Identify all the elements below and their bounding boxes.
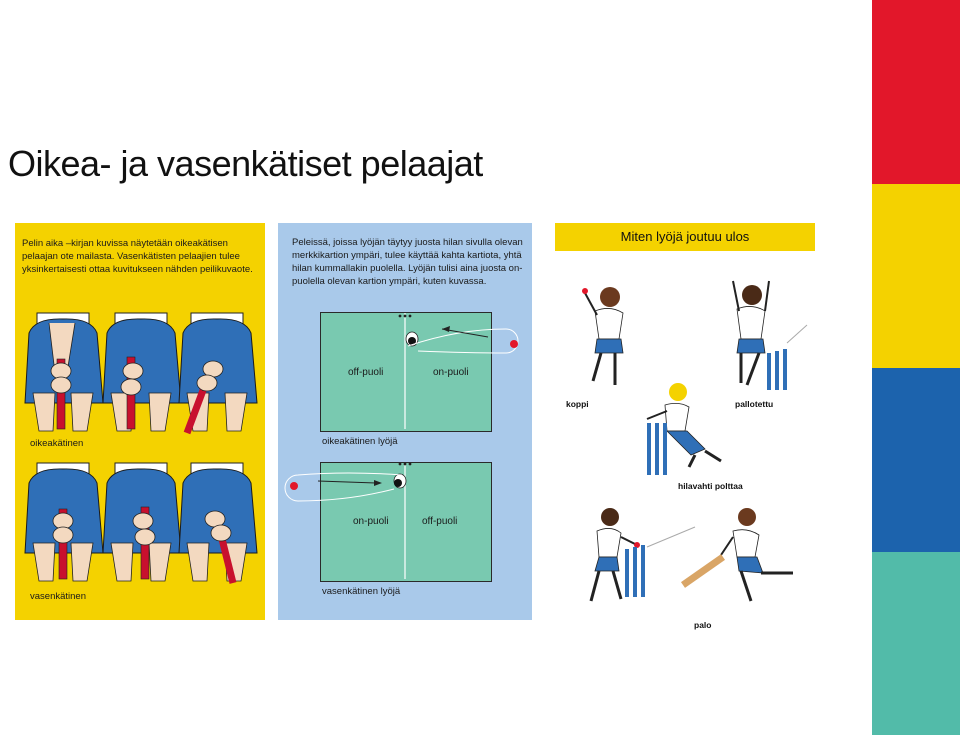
right-handed-caption: oikeakätinen <box>30 438 84 449</box>
field2-right-label: off-puoli <box>422 516 458 527</box>
label-hilavahti: hilavahti polttaa <box>678 481 743 491</box>
field-intro-text: Peleissä, joissa lyöjän täytyy juosta hilan sivulla olevan merkkikartion ympäri, tulee käyttää kahta kartiota, yhtä hilan kummallakin puolella. Lyöjän tulisi aina juosta on-puolella olevan kartion ympäri, kuten kuvassa. <box>292 237 523 287</box>
left-handed-caption: vasenkätinen <box>30 591 86 602</box>
field1-left-label: off-puoli <box>348 367 384 378</box>
field1-caption: oikeakätinen lyöjä <box>322 436 398 447</box>
out-header-title: Miten lyöjä joutuu ulos <box>620 229 750 244</box>
label-pallotettu: pallotettu <box>735 399 774 409</box>
stripe-teal <box>872 552 960 735</box>
label-palo: palo <box>694 620 712 630</box>
grip-intro-text: Pelin aika –kirjan kuvissa näytetään oikeakätisen pelaajan ote mailasta. Vasenkätisten pelaajien tulee yksinkertaisesti ottaa kuvitukseen nähden peilikuvaote. <box>22 238 253 275</box>
field2-diagram <box>278 453 532 593</box>
out-header <box>555 223 815 251</box>
field2-left-label: on-puoli <box>353 516 389 527</box>
dismissal-illustrations <box>555 255 855 655</box>
field2-caption: vasenkätinen lyöjä <box>322 586 401 597</box>
field-panel <box>278 223 532 620</box>
page-title: Oikea- ja vasenkätiset pelaajat <box>8 143 483 184</box>
right-handed-grips-illustration <box>15 313 265 443</box>
left-handed-grips-illustration <box>15 463 265 593</box>
field1-right-label: on-puoli <box>433 367 469 378</box>
stripe-blue <box>872 368 960 552</box>
stripe-red <box>872 0 960 184</box>
field1-diagram <box>278 303 532 443</box>
stripe-yellow <box>872 184 960 368</box>
label-koppi: koppi <box>566 399 589 409</box>
grip-panel <box>15 223 265 620</box>
